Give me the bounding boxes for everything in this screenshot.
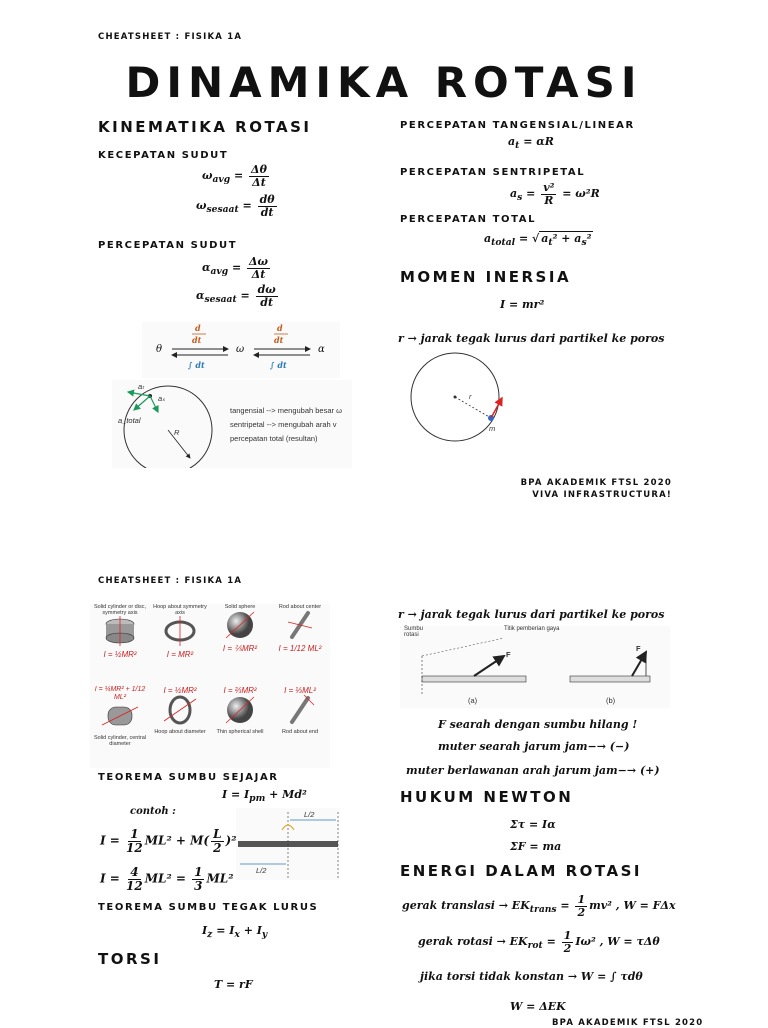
dt-label-1: dt xyxy=(192,335,202,345)
hoop-diameter-icon xyxy=(160,695,200,725)
rod-example-svg xyxy=(236,808,340,880)
shape-cell xyxy=(150,686,210,768)
contoh-formula-2: I = $\frac{4}{12}$ ML² = $\frac{1}{3}$ ML² xyxy=(100,865,234,893)
omega-sesaat-formula: $\omega_{sesaat}$ = $\frac{d\theta}{dt}$ xyxy=(196,193,275,219)
a-s-formula: $a_s$ = $\frac{\text{v²}}{R}$ = ω²R xyxy=(510,181,600,207)
shape-formula: I = ⅔MR² xyxy=(223,686,257,695)
titik-gaya-label: Titik pemberian gaya xyxy=(504,626,560,632)
point-mass-diagram xyxy=(405,352,515,442)
hoop-icon xyxy=(160,616,200,646)
omega-avg-formula: $\omega_{avg}$ = $\frac{\Delta\theta}{\Delta t}$ xyxy=(202,163,267,189)
note-searah: muter searah jarum jam−→ (−) xyxy=(438,740,630,753)
shape-cell xyxy=(270,686,330,768)
sumbu-tegak-lurus-heading: TEOREMA SUMBU TEGAK LURUS xyxy=(98,902,319,913)
half-L-bottom: L/2 xyxy=(256,866,267,875)
energi-rotasi-heading: ENERGI DALAM ROTASI xyxy=(400,862,642,880)
torsi-tidak-konstan-line: jika torsi tidak konstan → W = ∫ τdθ xyxy=(420,970,643,983)
a-total-formula: $a_{total}$ = √ $a_t^2 + a_s^2$ xyxy=(484,232,592,249)
sumbu-rotasi-label: Sumbu rotasi xyxy=(404,626,424,638)
shape-caption: Solid sphere xyxy=(224,604,256,610)
ek-rotasi-formula: gerak rotasi → $EK_{rot}$ = $\frac{1}{2}$ Iω² , W = τΔθ xyxy=(418,929,660,955)
sentripetal-note: sentripetal --> mengubah arah v xyxy=(230,420,337,429)
shape-cell xyxy=(270,604,330,684)
half-L-top: L/2 xyxy=(304,810,315,819)
kecepatan-sudut-heading: KECEPATAN SUDUT xyxy=(98,150,229,161)
shape-caption: Rod about end xyxy=(281,729,319,735)
percepatan-sentripetal-heading: PERCEPATAN SENTRIPETAL xyxy=(400,167,586,178)
shape-caption: Hoop about symmetry axis xyxy=(153,604,207,617)
omega-label: ω xyxy=(236,344,245,355)
torsi-heading: TORSI xyxy=(98,950,162,968)
int-dt-label-1: ∫ dt xyxy=(188,360,205,370)
point-mass-svg xyxy=(405,352,515,442)
rod-center-icon xyxy=(280,610,320,640)
page-header: CHEATSHEET : FISIKA 1A xyxy=(98,32,243,42)
shape-cell xyxy=(210,604,270,684)
ek-translasi-formula: gerak translasi → $EK_{trans}$ = $\frac{1}{2}$ mv² , W = FΔx xyxy=(402,893,676,919)
ek-rotasi-prefix: gerak rotasi → EK xyxy=(418,935,528,949)
torque-svg xyxy=(400,626,670,708)
solid-cylinder-diameter-icon xyxy=(100,701,140,731)
percepatan-sudut-heading: PERCEPATAN SUDUT xyxy=(98,240,238,251)
solid-sphere-icon xyxy=(220,610,260,640)
inertia-formula: I = mr² xyxy=(500,298,545,311)
shape-cell xyxy=(150,604,210,684)
m-label: m xyxy=(489,424,496,433)
tangensial-note: tangensial --> mengubah besar ω xyxy=(230,406,342,415)
sum-force-formula: ΣF = ma xyxy=(510,840,562,853)
perpendicular-axis-formula: $I_z = I_x + I_y$ xyxy=(202,924,268,941)
torque-diagram xyxy=(400,626,670,708)
shape-caption: Solid cylinder or disc, symmetry axis xyxy=(94,604,146,617)
shape-formula: I = ½MR² xyxy=(163,686,197,695)
a-t-label: aₜ xyxy=(138,382,145,391)
contoh-formula-1: I = $\frac{1}{12}$ ML² + M( $\frac{L}{2}$ )² xyxy=(100,827,237,855)
shape-formula: I = ¼MR² + 1/12 ML² xyxy=(94,686,146,701)
F-label-b: F xyxy=(636,644,641,653)
shape-cell xyxy=(90,604,150,684)
work-energy-formula: W = ΔEK xyxy=(510,1000,566,1013)
page-title: DINAMIKA ROTASI xyxy=(125,58,643,107)
shape-cell xyxy=(90,686,150,768)
parallel-axis-formula: $I = I_{pm} + Md^2$ xyxy=(222,788,307,805)
rod-example-diagram xyxy=(236,808,340,880)
sum-torque-formula: Στ = Iα xyxy=(510,818,556,831)
r-note-1: r → jarak tegak lurus dari partikel ke poros xyxy=(398,332,665,345)
alpha-label: α xyxy=(318,344,325,355)
a-total-label: a_total xyxy=(118,416,141,425)
percepatan-total-heading: PERCEPATAN TOTAL xyxy=(400,214,537,225)
alpha-avg-formula: $\alpha_{avg}$ = $\frac{\Delta\omega}{\Delta t}$ xyxy=(202,255,269,281)
alpha-sesaat-formula: $\alpha_{sesaat}$ = $\frac{d\omega}{dt}$ xyxy=(196,283,276,309)
R-label: R xyxy=(174,428,180,437)
inertia-shapes-table xyxy=(90,604,330,768)
solid-cylinder-icon xyxy=(100,616,140,646)
torque-formula: T = rF xyxy=(214,978,253,991)
shape-formula: I = ⅖MR² xyxy=(222,644,258,654)
kinematika-heading: KINEMATIKA ROTASI xyxy=(98,118,312,136)
r-mini-label: r xyxy=(469,392,472,401)
d-label-2: d xyxy=(277,323,283,333)
shape-formula: I = ½MR² xyxy=(103,650,137,660)
rod-end-icon xyxy=(280,695,320,725)
derivative-chain-diagram xyxy=(142,322,340,378)
theta-label: θ xyxy=(156,344,163,355)
a-s-label: aₛ xyxy=(158,394,165,403)
page-header-2: CHEATSHEET : FISIKA 1A xyxy=(98,576,243,586)
label-a: (a) xyxy=(468,696,478,705)
r-note-2: r → jarak tegak lurus dari partikel ke poros xyxy=(398,608,665,621)
total-note: percepatan total (resultan) xyxy=(230,434,318,443)
shape-formula: I = 1/12 ML² xyxy=(278,644,322,654)
footer-line-1: BPA AKADEMIK FTSL 2020 xyxy=(520,478,672,488)
sumbu-sejajar-heading: TEOREMA SUMBU SEJAJAR xyxy=(98,772,279,783)
dt-label-2: dt xyxy=(274,335,284,345)
footer-cut: BPA AKADEMIK FTSL 2020 xyxy=(552,1018,704,1028)
footer-line-2: VIVA INFRASTRUCTURA! xyxy=(532,490,672,500)
note-berlawanan: muter berlawanan arah jarum jam−→ (+) xyxy=(406,764,660,777)
shape-caption: Hoop about diameter xyxy=(154,729,206,735)
acceleration-circle-diagram xyxy=(112,380,352,468)
shape-formula: I = ⅓ML² xyxy=(284,686,316,695)
shape-cell xyxy=(210,686,270,768)
hukum-newton-heading: HUKUM NEWTON xyxy=(400,788,574,806)
shape-formula: I = MR² xyxy=(166,650,194,660)
page-2 xyxy=(0,560,768,1028)
note-sumbu-hilang: F searah dengan sumbu hilang ! xyxy=(438,718,638,731)
shape-caption: Rod about center xyxy=(278,604,322,610)
label-b: (b) xyxy=(606,696,616,705)
int-dt-label-2: ∫ dt xyxy=(270,360,287,370)
momen-inersia-heading: MOMEN INERSIA xyxy=(400,268,572,286)
a-t-formula: $a_t = \alpha R$ xyxy=(508,135,554,152)
ek-translasi-prefix: gerak translasi → EK xyxy=(402,899,530,913)
spherical-shell-icon xyxy=(220,695,260,725)
F-label-a: F xyxy=(506,650,511,659)
contoh-label: contoh : xyxy=(130,806,176,817)
percepatan-tangensial-heading: PERCEPATAN TANGENSIAL/LINEAR xyxy=(400,120,635,131)
shape-caption: Solid cylinder, central diameter xyxy=(94,735,146,748)
shape-caption: Thin spherical shell xyxy=(216,729,264,735)
d-label-1: d xyxy=(195,323,201,333)
